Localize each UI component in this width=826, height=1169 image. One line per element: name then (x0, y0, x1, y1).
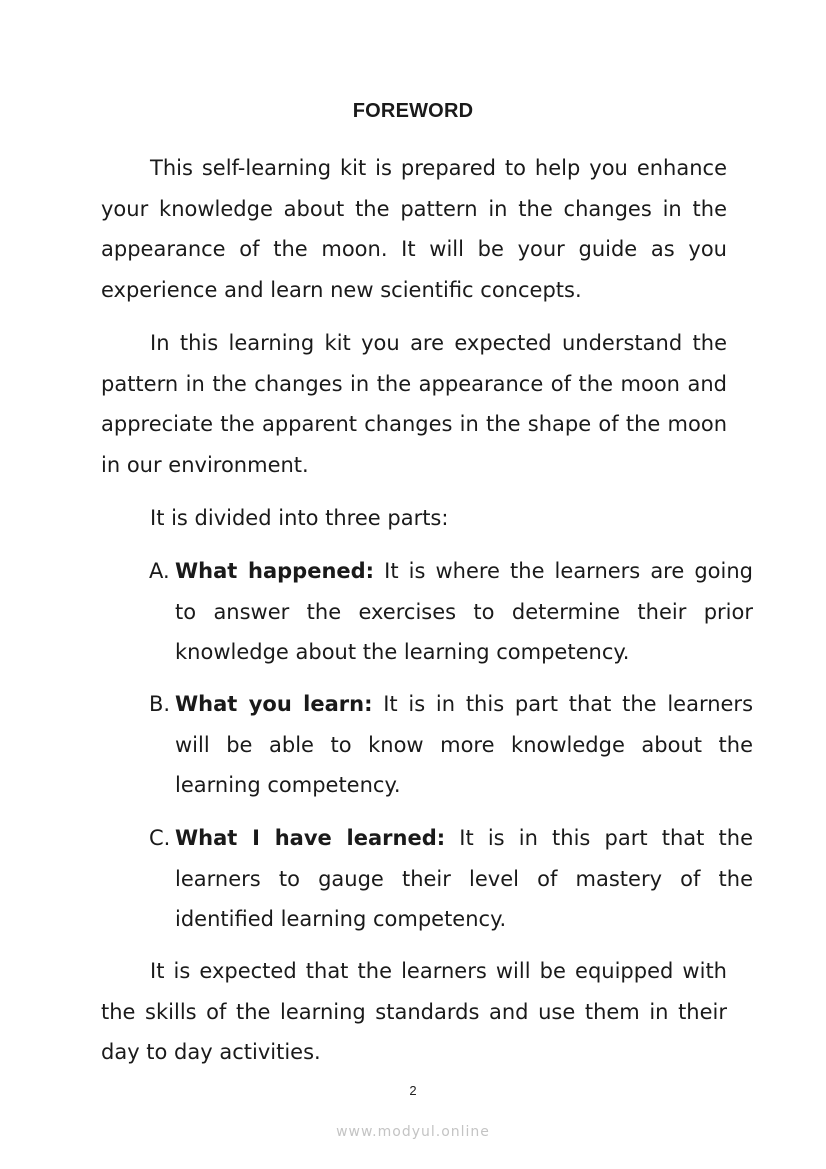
paragraph-expectations: In this learning kit you are expected understand the pattern in the changes in the appearance of the moon and appreciate the apparent changes in the shape of the moon in our environment. (101, 331, 727, 477)
list-text: It is where the learners are going to answer the exercises to determine their prior knowledge about the learning competency. (175, 559, 753, 664)
list-text: It is in this part that the learners will be able to know more knowledge about the learning competency. (175, 692, 754, 797)
list-letter: B. (149, 692, 171, 716)
paragraph-intro: This self-learning kit is prepared to help you enhance your knowledge about the pattern in the changes in the appearance of the moon. It will be your guide as you experience and learn new scientific concepts. (101, 156, 727, 302)
page-title: FOREWORD (352, 100, 474, 122)
list-letter: A. (149, 559, 170, 583)
list-item-b (149, 684, 753, 806)
list-item-c (149, 818, 753, 940)
list-letter: C. (149, 826, 171, 850)
list-text: It is in this part that the learners to gauge their level of mastery of the identified learning competency. (175, 826, 753, 931)
list-heading: What happened: (175, 559, 375, 583)
list-item-a (149, 551, 753, 673)
list-heading: What you learn: (175, 692, 373, 716)
paragraph-closing: It is expected that the learners will be equipped with the skills of the learning standards and use them in their day to day activities. (101, 959, 727, 1064)
watermark: www.modyul.online (336, 1124, 490, 1140)
paragraph-parts-intro: It is divided into three parts: (150, 506, 449, 530)
list-heading: What I have learned: (175, 826, 446, 850)
page-number: 2 (409, 1083, 417, 1098)
